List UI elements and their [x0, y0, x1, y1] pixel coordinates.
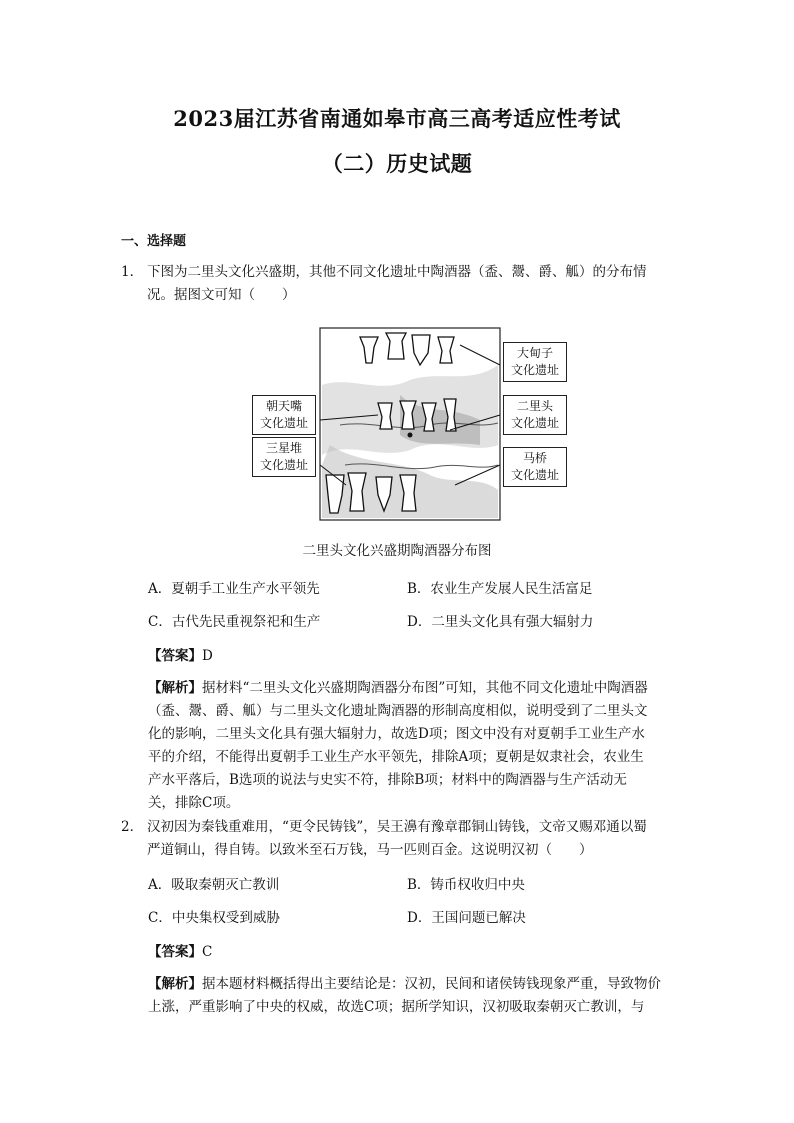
- map-label-sanxingdui: [252, 437, 316, 477]
- map-label-text: 三星堆: [265, 441, 302, 455]
- explanation-line: 平的介绍，不能得出夏朝手工业生产水平领先，排除A项；夏朝是奴隶社会，农业生: [148, 749, 644, 765]
- map-label-text: 朝天嘴: [265, 399, 302, 413]
- option-b: B．农业生产发展人民生活富足: [407, 581, 593, 597]
- map-label-text: 文化遗址: [510, 468, 559, 482]
- map-label-text: 文化遗址: [259, 416, 308, 430]
- option-d: D．二里头文化具有强大辐射力: [407, 614, 594, 630]
- page-subtitle: （二）历史试题: [321, 151, 473, 176]
- explanation-line: 据本题材料概括得出主要结论是：汉初，民间和诸侯铸钱现象严重，导致物价: [202, 976, 661, 992]
- explanation-line: 上涨，严重影响了中央的权威，故选C项；据所学知识，汉初吸取秦朝灭亡教训，与: [148, 999, 645, 1015]
- pottery-distribution-map: [250, 325, 570, 525]
- question-stem-line: 况。据图文可知（ ）: [147, 287, 296, 303]
- map-label-maqiao: [503, 447, 567, 487]
- question-stem-line: 下图为二里头文化兴盛期，其他不同文化遗址中陶酒器（盉、鬶、爵、觚）的分布情: [147, 264, 647, 280]
- question-number: 1．: [121, 264, 144, 280]
- answer-value: D: [202, 648, 213, 664]
- option-a: A．吸取秦朝灭亡教训: [148, 877, 280, 893]
- explanation-line: 产水平落后，B选项的说法与史实不符，排除B项；材料中的陶酒器与生产活动无: [148, 772, 627, 788]
- option-c: C．中央集权受到威胁: [148, 910, 280, 926]
- answer-value: C: [202, 944, 213, 960]
- answer-line: [148, 940, 212, 960]
- answer-tag: 【答案】: [148, 648, 202, 664]
- section-heading: 一、选择题: [121, 234, 187, 249]
- explanation: [148, 677, 678, 815]
- page-title: 2023届江苏省南通如皋市高三高考适应性考试: [173, 106, 621, 131]
- map-label-text: 大甸子: [516, 346, 553, 360]
- map-label-text: 马桥: [522, 451, 547, 465]
- question-1: [121, 261, 681, 307]
- explanation-line: （盉、鬶、爵、觚）与二里头文化遗址陶酒器的形制高度相似，说明受到了二里头文: [148, 703, 648, 719]
- map-label-text: 文化遗址: [259, 458, 308, 472]
- explanation-line: 据材料“二里头文化兴盛期陶酒器分布图”可知，其他不同文化遗址中陶酒器: [202, 680, 648, 696]
- explanation-tag: 【解析】: [148, 976, 202, 992]
- question-2: [121, 816, 681, 862]
- explanation: [148, 973, 678, 1019]
- map-label-chaotianzui: [252, 395, 316, 435]
- map-label-text: 文化遗址: [510, 416, 559, 430]
- explanation-line: 关，排除C项。: [148, 795, 240, 811]
- map-label-erlitou: [503, 395, 567, 435]
- question-stem-line: 汉初因为秦钱重难用，“更令民铸钱”，吴王濞有豫章郡铜山铸钱，文帝又赐邓通以蜀: [147, 819, 647, 835]
- answer-tag: 【答案】: [148, 944, 202, 960]
- option-c: C．古代先民重视祭祀和生产: [148, 614, 321, 630]
- explanation-line: 化的影响，二里头文化具有强大辐射力，故选D项；图文中没有对夏朝手工业生产水: [148, 726, 645, 742]
- answer-line: [148, 644, 213, 664]
- option-d: D．王国问题已解决: [407, 910, 526, 926]
- explanation-tag: 【解析】: [148, 680, 202, 696]
- map-label-dadianzi: [503, 342, 567, 382]
- question-number: 2．: [121, 819, 144, 835]
- figure-caption: 二里头文化兴盛期陶酒器分布图: [302, 543, 492, 559]
- option-b: B．铸币权收归中央: [407, 877, 525, 893]
- map-label-text: 文化遗址: [510, 363, 559, 377]
- question-stem-line: 严道铜山，得自铸。以致米至石万钱，马一匹则百金。这说明汉初（ ）: [147, 842, 593, 858]
- map-label-text: 二里头: [516, 399, 553, 413]
- option-a: A．夏朝手工业生产水平领先: [148, 581, 320, 597]
